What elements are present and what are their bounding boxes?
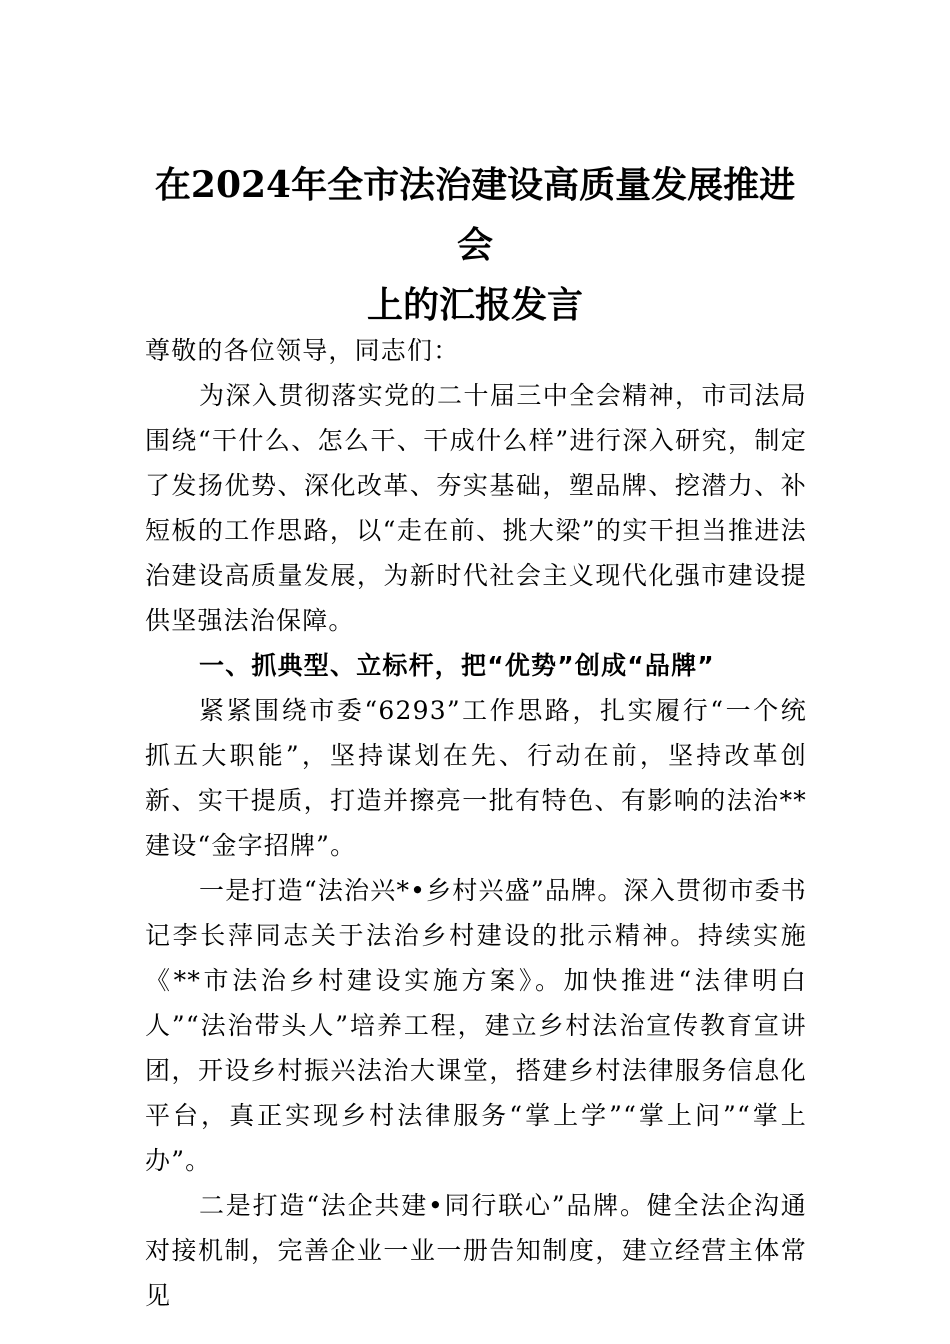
title-line-1: 在2024年全市法治建设高质量发展推进会 xyxy=(154,164,796,266)
title-line-2: 上的汇报发言 xyxy=(366,284,583,326)
section1-paragraph-3: 二是打造“法企共建•同行联心”品牌。健全法企沟通对接机制，完善企业一业一册告知制度，建立经营主体常见 xyxy=(145,1191,807,1310)
document-body xyxy=(145,328,807,1318)
section1-paragraph-1: 紧紧围绕市委“6293”工作思路，扎实履行“一个统抓五大职能”，坚持谋划在先、行动在前，坚持改革创新、实干提质，打造并擦亮一批有特色、有影响的法治**建设“金字招牌”。 xyxy=(145,696,807,860)
page-title xyxy=(140,155,810,335)
salutation: 尊敬的各位领导，同志们： xyxy=(145,336,460,365)
section1-paragraph-2: 一是打造“法治兴*•乡村兴盛”品牌。深入贯彻市委书记李长萍同志关于法治乡村建设的批示精神。持续实施《**市法治乡村建设实施方案》。加快推进“法律明白人”“法治带头人”培养工程，建立乡村法治宣传教育宣讲团，开设乡村振兴法治大课堂，搭建乡村法律服务信息化平台，真正实现乡村法律服务“掌上学”“掌上问”“掌上办”。 xyxy=(145,876,807,1175)
section-heading-1: 一、抓典型、立标杆，把“优势”创成“品牌” xyxy=(199,651,715,680)
intro-paragraph: 为深入贯彻落实党的二十届三中全会精神，市司法局围绕“干什么、怎么干、干成什么样”进行深入研究，制定了发扬优势、深化改革、夯实基础，塑品牌、挖潜力、补短板的工作思路，以“走在前、挑大梁”的实干担当推进法治建设高质量发展，为新时代社会主义现代化强市建设提供坚强法治保障。 xyxy=(145,381,807,635)
